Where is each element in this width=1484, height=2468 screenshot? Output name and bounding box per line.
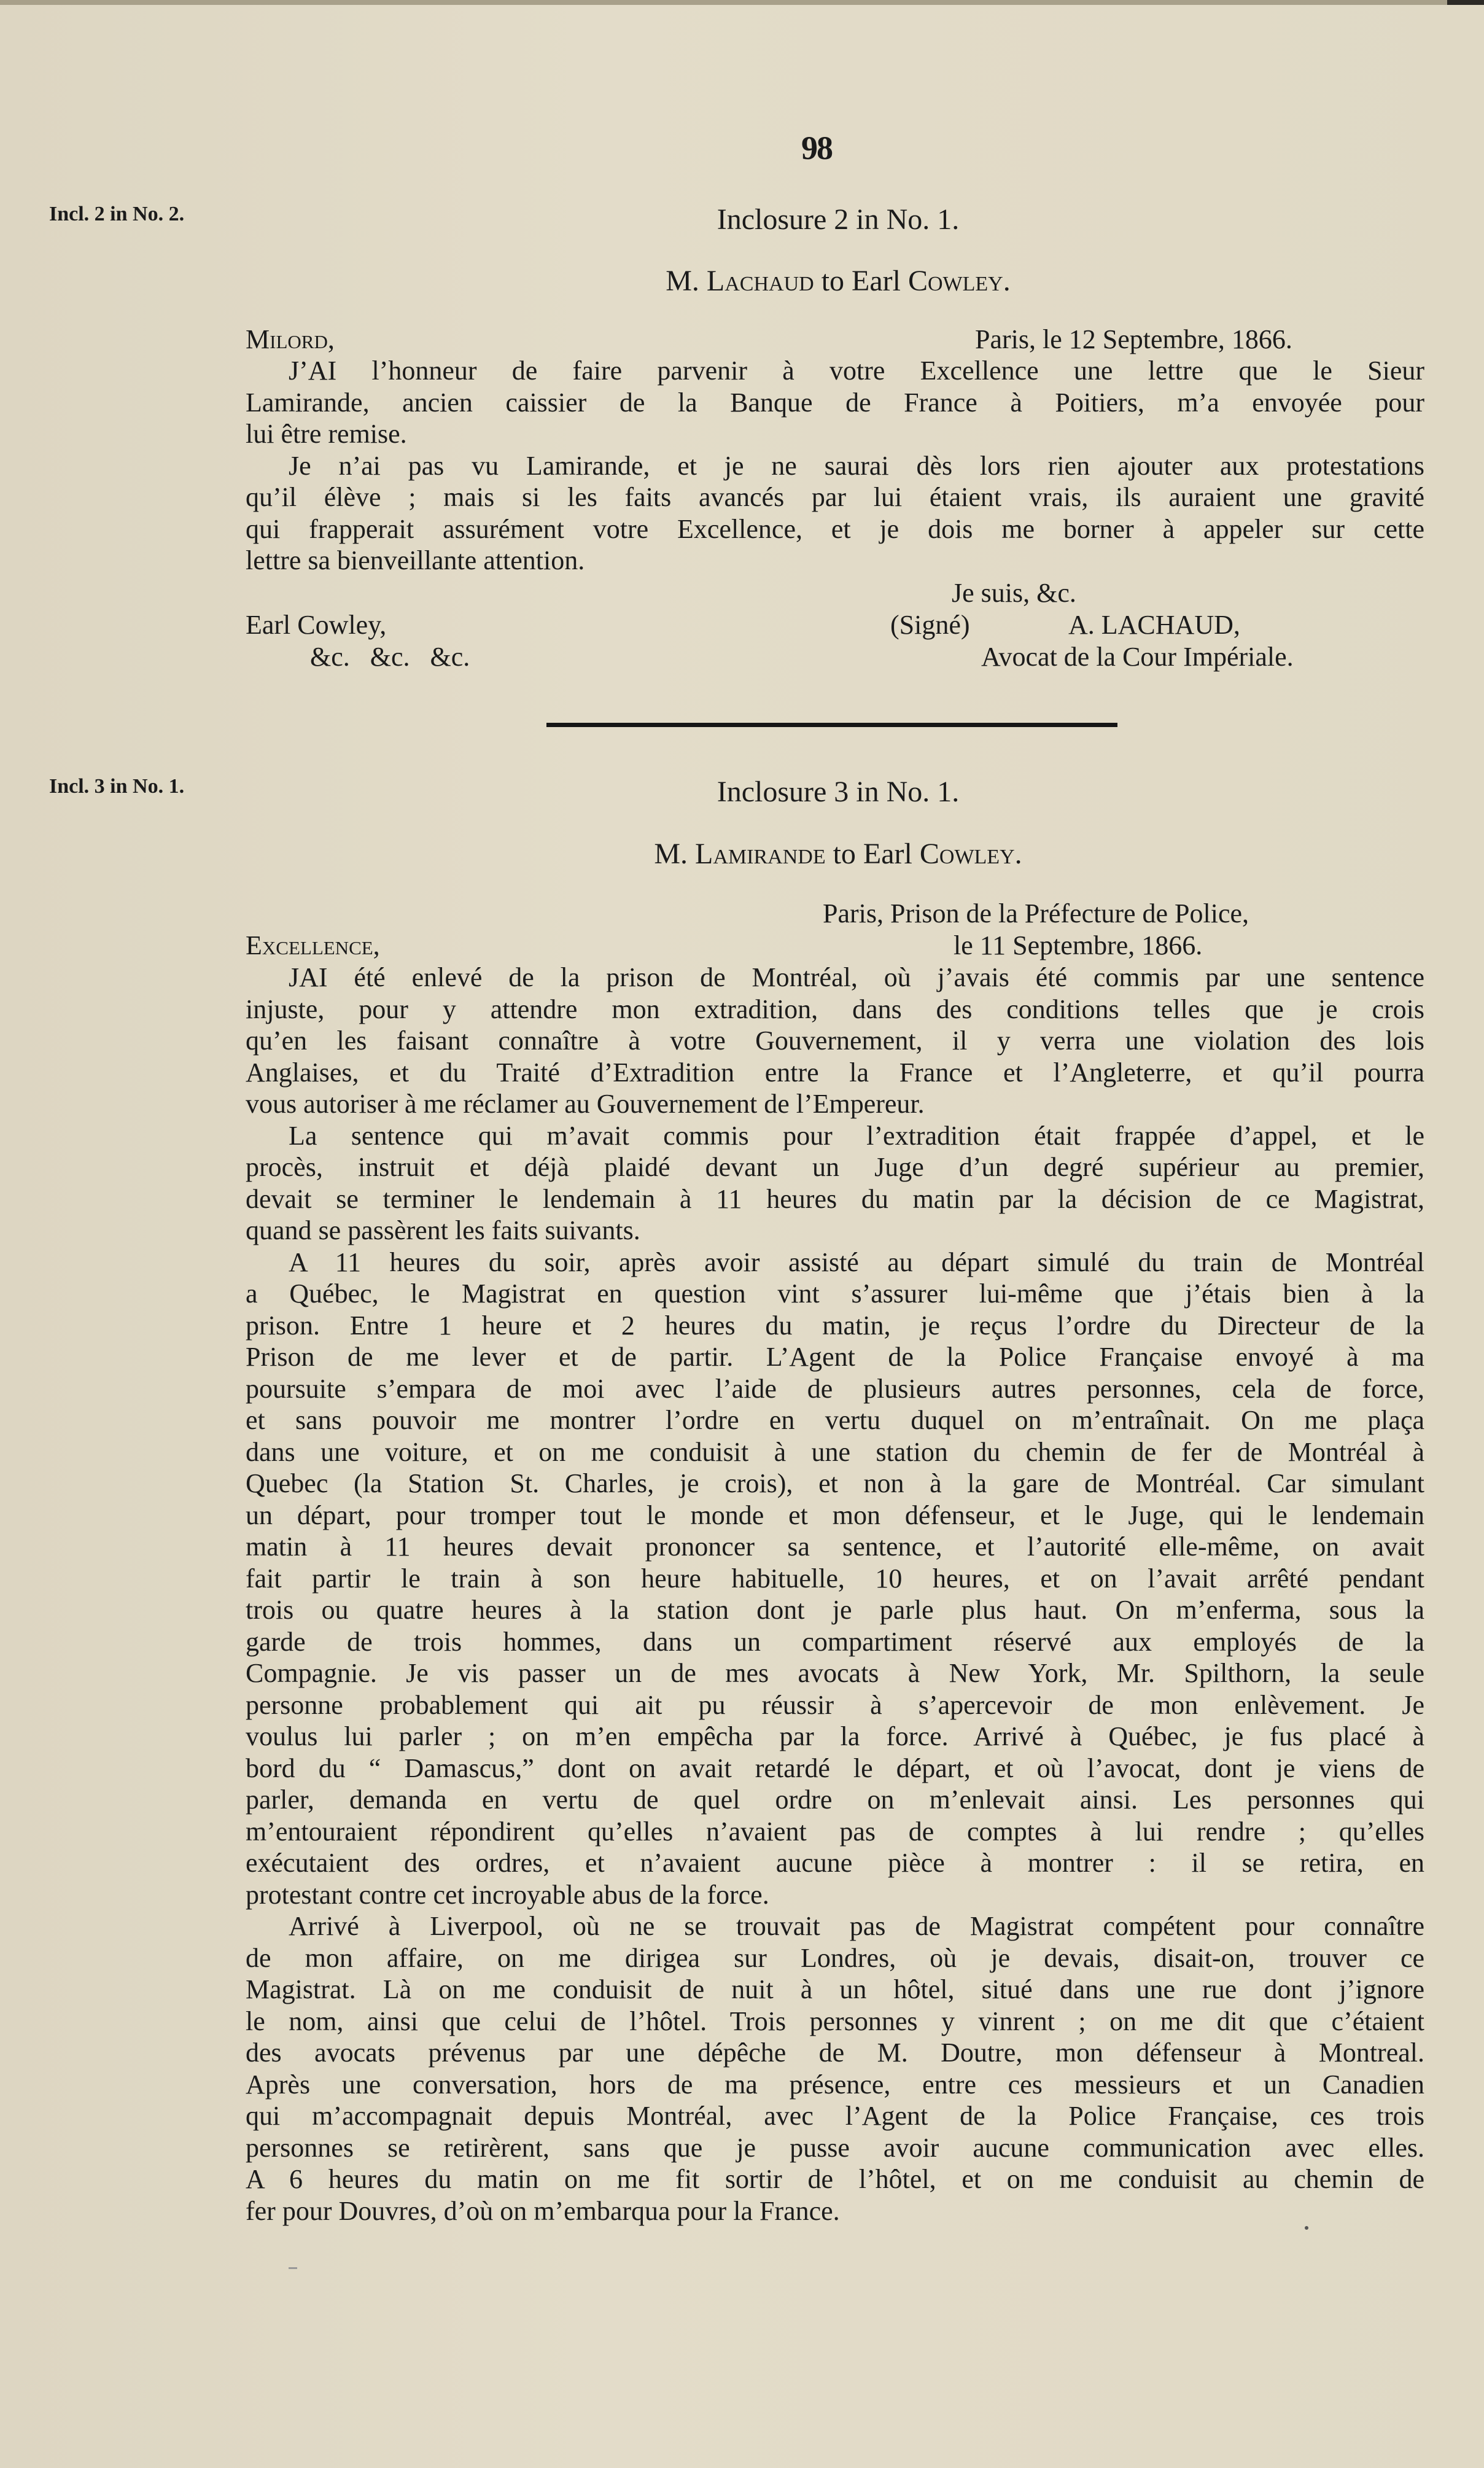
body-line: Je n’ai pas vu Lamirande, et je ne saurai dès lors rien ajouter aux protestations bbox=[289, 450, 1424, 481]
body-line: Arrivé à Liverpool, où ne se trouvait pas de Magistrat compétent pour connaître bbox=[289, 1911, 1424, 1941]
inclosure-3-subheading: M. Lamirande to Earl Cowley. bbox=[654, 838, 1022, 870]
margin-note-incl-3: Incl. 3 in No. 1. bbox=[49, 775, 185, 798]
body-line: bord du “ Damascus,” dont on avait retardé le départ, et où l’avocat, dont je viens de bbox=[246, 1753, 1424, 1783]
body-line: un départ, pour tromper tout le monde et mon défenseur, et le Juge, qui le lendemain bbox=[246, 1500, 1424, 1530]
body-line: fer pour Douvres, d’où on m’embarqua pour la France. bbox=[246, 2195, 840, 2226]
body-line: voulus lui parler ; on m’en empêcha par la force. Arrivé à Québec, je fus placé à bbox=[246, 1721, 1424, 1751]
body-line: le nom, ainsi que celui de l’hôtel. Trois personnes y vinrent ; on me dit que c’étaient bbox=[246, 2006, 1424, 2036]
body-line: injuste, pour y attendre mon extradition, dans des conditions telles que je crois bbox=[246, 994, 1424, 1024]
body-line: devait se terminer le lendemain à 11 heures du matin par la décision de ce Magistrat, bbox=[246, 1183, 1424, 1214]
body-line: Quebec (la Station St. Charles, je crois), et non à la gare de Montréal. Car simulant bbox=[246, 1468, 1424, 1498]
body-line: Prison de me lever et de partir. L’Agent de la Police Française envoyé à ma bbox=[246, 1342, 1424, 1372]
inclosure-2-recipient: Earl Cowley, bbox=[246, 610, 387, 640]
body-line: poursuite s’empara de moi avec l’aide de plusieurs autres personnes, cela de force, bbox=[246, 1373, 1424, 1404]
body-line: La sentence qui m’avait commis pour l’extradition était frappée d’appel, et le bbox=[289, 1120, 1424, 1151]
body-line: JAI été enlevé de la prison de Montréal, où j’avais été commis par une sentence bbox=[289, 962, 1424, 992]
body-line: A 6 heures du matin on me fit sortir de l’hôtel, et on me conduisit au chemin de bbox=[246, 2164, 1424, 2194]
inclosure-3-salutation: Excellence, bbox=[246, 930, 380, 960]
inclosure-3-place: Paris, Prison de la Préfecture de Police, bbox=[823, 898, 1249, 928]
body-line: J’AI l’honneur de faire parvenir à votre Excellence une lettre que le Sieur bbox=[289, 356, 1424, 386]
body-line: trois ou quatre heures à la station dont je parle plus haut. On m’enferma, sous la bbox=[246, 1595, 1424, 1625]
page-number: 98 bbox=[801, 130, 832, 166]
inclosure-2-signed-label: (Signé) bbox=[890, 610, 970, 640]
body-line: garde de trois hommes, dans un compartiment réservé aux employés de la bbox=[246, 1626, 1424, 1657]
ink-mark bbox=[289, 2267, 297, 2269]
inclosure-2-closing: Je suis, &c. bbox=[952, 578, 1076, 608]
body-line: exécutaient des ordres, et n’avaient aucune pièce à montrer : il se retira, en bbox=[246, 1848, 1424, 1878]
body-line: A 11 heures du soir, après avoir assisté au départ simulé du train de Montréal bbox=[289, 1247, 1424, 1277]
body-line: vous autoriser à me réclamer au Gouvernement de l’Empereur. bbox=[246, 1089, 925, 1119]
body-line: Après une conversation, hors de ma présence, entre ces messieurs et un Canadien bbox=[246, 2069, 1424, 2100]
body-line: qu’il élève ; mais si les faits avancés par lui étaient vrais, ils auraient une gravité bbox=[246, 482, 1424, 512]
inclosure-3-body bbox=[246, 962, 1424, 2227]
body-line: protestant contre cet incroyable abus de la force. bbox=[246, 1879, 769, 1910]
section-divider bbox=[546, 723, 1117, 727]
body-line: qui m’accompagnait depuis Montréal, avec l’Agent de la Police Française, ces trois bbox=[246, 2101, 1424, 2131]
body-line: a Québec, le Magistrat en question vint s’assurer lui-même que j’étais bien à la bbox=[246, 1279, 1424, 1309]
inclosure-2-heading: Inclosure 2 in No. 1. bbox=[717, 203, 960, 236]
page-top-corner bbox=[1447, 0, 1484, 5]
inclosure-2-salutation: Milord, bbox=[246, 324, 335, 354]
margin-note-incl-2: Incl. 2 in No. 2. bbox=[49, 203, 185, 225]
inclosure-2-signer: A. LACHAUD, bbox=[1068, 610, 1240, 640]
inclosure-2-body bbox=[246, 355, 1424, 577]
body-line: Anglaises, et du Traité d’Extradition entre la France et l’Angleterre, et qu’il pourra bbox=[246, 1057, 1424, 1088]
body-line: Compagnie. Je vis passer un de mes avocats à New York, Mr. Spilthorn, la seule bbox=[246, 1658, 1424, 1688]
inclosure-3-heading: Inclosure 3 in No. 1. bbox=[717, 776, 960, 808]
body-line: qu’en les faisant connaître à votre Gouvernement, il y verra une violation des lois bbox=[246, 1026, 1424, 1056]
body-line: procès, instruit et déjà plaidé devant un Juge d’un degré supérieur au premier, bbox=[246, 1152, 1424, 1182]
body-line: fait partir le train à son heure habituelle, 10 heures, et on l’avait arrêté pendant bbox=[246, 1563, 1424, 1594]
body-line: des avocats prévenus par une dépêche de M. Doutre, mon défenseur à Montreal. bbox=[246, 2038, 1424, 2068]
body-line: lui être remise. bbox=[246, 419, 407, 449]
body-line: Lamirande, ancien caissier de la Banque de France à Poitiers, m’a envoyée pour bbox=[246, 387, 1424, 418]
inclosure-2-signer-title: Avocat de la Cour Impériale. bbox=[981, 642, 1294, 672]
body-line: et sans pouvoir me montrer l’ordre en vertu duquel on m’entraînait. On me plaça bbox=[246, 1405, 1424, 1435]
body-line: parler, demanda en vertu de quel ordre on m’enlevait ainsi. Les personnes qui bbox=[246, 1785, 1424, 1815]
body-line: quand se passèrent les faits suivants. bbox=[246, 1215, 640, 1245]
body-line: dans une voiture, et on me conduisit à une station du chemin de fer de Montréal à bbox=[246, 1436, 1424, 1467]
body-line: m’entouraient répondirent qu’elles n’avaient pas de comptes à lui rendre ; qu’elles bbox=[246, 1816, 1424, 1847]
ink-speck bbox=[1305, 2226, 1308, 2230]
body-line: lettre sa bienveillante attention. bbox=[246, 545, 585, 575]
inclosure-2-place-date: Paris, le 12 Septembre, 1866. bbox=[975, 324, 1292, 354]
body-line: qui frapperait assurément votre Excellence, et je dois me borner à appeler sur cette bbox=[246, 513, 1424, 544]
inclosure-3-date: le 11 Septembre, 1866. bbox=[954, 930, 1203, 960]
body-line: prison. Entre 1 heure et 2 heures du matin, je reçus l’ordre du Directeur de la bbox=[246, 1310, 1424, 1341]
body-line: matin à 11 heures devait prononcer sa sentence, et l’autorité elle-même, on avait bbox=[246, 1532, 1424, 1562]
body-line: personne probablement qui ait pu réussir à s’apercevoir de mon enlèvement. Je bbox=[246, 1689, 1424, 1720]
page-top-edge bbox=[0, 0, 1484, 5]
body-line: de mon affaire, on me dirigea sur Londres, où je devais, disait-on, trouver ce bbox=[246, 1942, 1424, 1973]
body-line: Magistrat. Là on me conduisit de nuit à un hôtel, situé dans une rue dont j’ignore bbox=[246, 1974, 1424, 2004]
body-line: personnes se retirèrent, sans que je pusse avoir aucune communication avec elles. bbox=[246, 2132, 1424, 2163]
inclosure-2-recipient-etc: &c. &c. &c. bbox=[310, 642, 470, 672]
inclosure-2-subheading: M. Lachaud to Earl Cowley. bbox=[666, 265, 1011, 297]
